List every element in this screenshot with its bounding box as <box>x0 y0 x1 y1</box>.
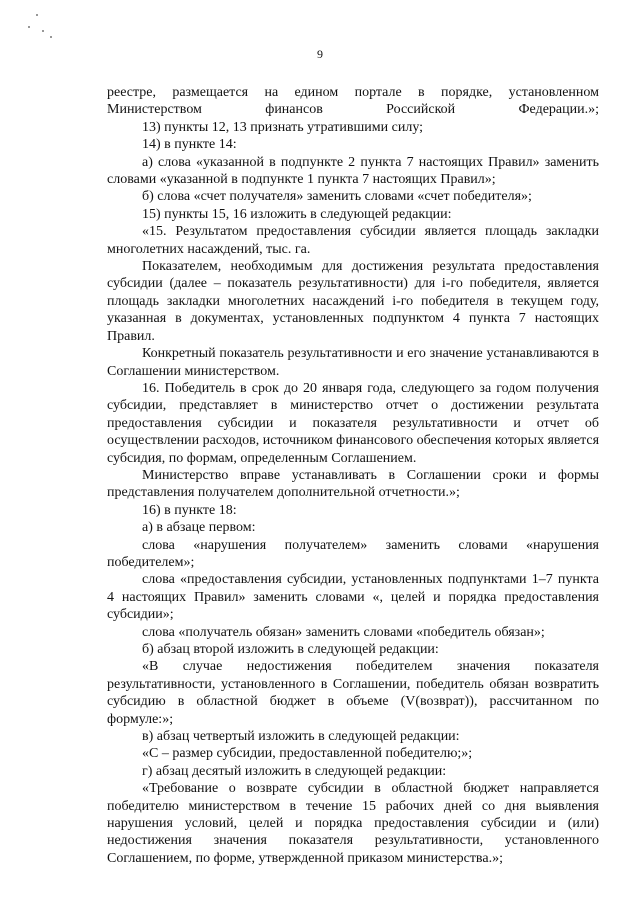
paragraph: слова «предоставления субсидии, установленных подпунктами 1–7 пункта 4 настоящих Правил» заменить словами «, целей и порядка предоставления субсидии»; <box>107 572 599 623</box>
paragraph: «15. Результатом предоставления субсидии является площадь закладки многолетних насаждений, тыс. га. <box>107 224 599 257</box>
paragraph: реестре, размещается на едином портале в порядке, установленном Министерством финансов Российской Федерации.»; <box>107 85 599 118</box>
paragraph: Министерство вправе устанавливать в Соглашении сроки и формы представления получателем дополнительной отчетности.»; <box>107 467 599 501</box>
scan-speck <box>42 30 44 32</box>
paragraph: 14) в пункте 14: <box>142 137 237 153</box>
paragraph: 13) пункты 12, 13 признать утратившими силу; <box>142 119 424 135</box>
paragraph: г) абзац десятый изложить в следующей редакции: <box>142 763 447 779</box>
paragraph: Показателем, необходимым для достижения результата предоставления субсидии (далее – показатель результативности) для i-го победителя, является площадь закладки многолетних насаждений i-го победителя в текущем году, указанная в документах, установленных подпунктом 4 пункта 7 настоящих Правил. <box>107 259 599 344</box>
paragraph: 15) пункты 15, 16 изложить в следующей редакции: <box>142 206 452 222</box>
paragraph: а) в абзаце первом: <box>142 520 256 536</box>
paragraph: 16) в пункте 18: <box>142 502 237 518</box>
scan-speck <box>50 36 52 38</box>
paragraph: слова «получатель обязан» заменить словами «победитель обязан»; <box>142 624 545 640</box>
paragraph: б) слова «счет получателя» заменить словами «счет победителя»; <box>142 189 532 205</box>
paragraph: слова «нарушения получателем» заменить словами «нарушения победителем»; <box>107 537 599 570</box>
paragraph: «С – размер субсидии, предоставленной победителю;»; <box>142 746 473 762</box>
paragraph: «Требование о возврате субсидии в областной бюджет направляется победителю министерством в течение 15 рабочих дней со дня выявления нарушения условий, целей и порядка предоставления субсидии и (или) недостижения значения показателя результативности, установленного Соглашением, по форме, утвержденной приказом министерства.»; <box>107 781 599 866</box>
paragraph: «В случае недостижения победителем значения показателя результативности, установленного в Соглашении, победитель обязан возвратить субсидию в областной бюджет в объеме (V(возврат)), рассчитанном по формуле:»; <box>107 659 599 727</box>
paragraph: Конкретный показатель результативности и его значение устанавливаются в Соглашении министерством. <box>107 346 599 379</box>
paragraph: 16. Победитель в срок до 20 января года, следующего за годом получения субсидии, представляет в министерство отчет о достижении результата предоставления субсидии и показателя результативности и отчет об осуществлении расходов, источником финансового обеспечения которых является субсидия, по формам, определенным Соглашением. <box>107 380 600 466</box>
scan-speck <box>28 26 30 28</box>
paragraph: а) слова «указанной в подпункте 2 пункта 7 настоящих Правил» заменить словами «указанной в подпункте 1 пункта 7 настоящих Правил»; <box>107 154 599 188</box>
paragraph: в) абзац четвертый изложить в следующей редакции: <box>142 729 460 745</box>
scan-specks <box>20 12 60 42</box>
document-body <box>107 84 599 867</box>
page-number: 9 <box>317 47 323 61</box>
paragraph: б) абзац второй изложить в следующей редакции: <box>142 642 439 657</box>
scan-speck <box>36 14 38 16</box>
